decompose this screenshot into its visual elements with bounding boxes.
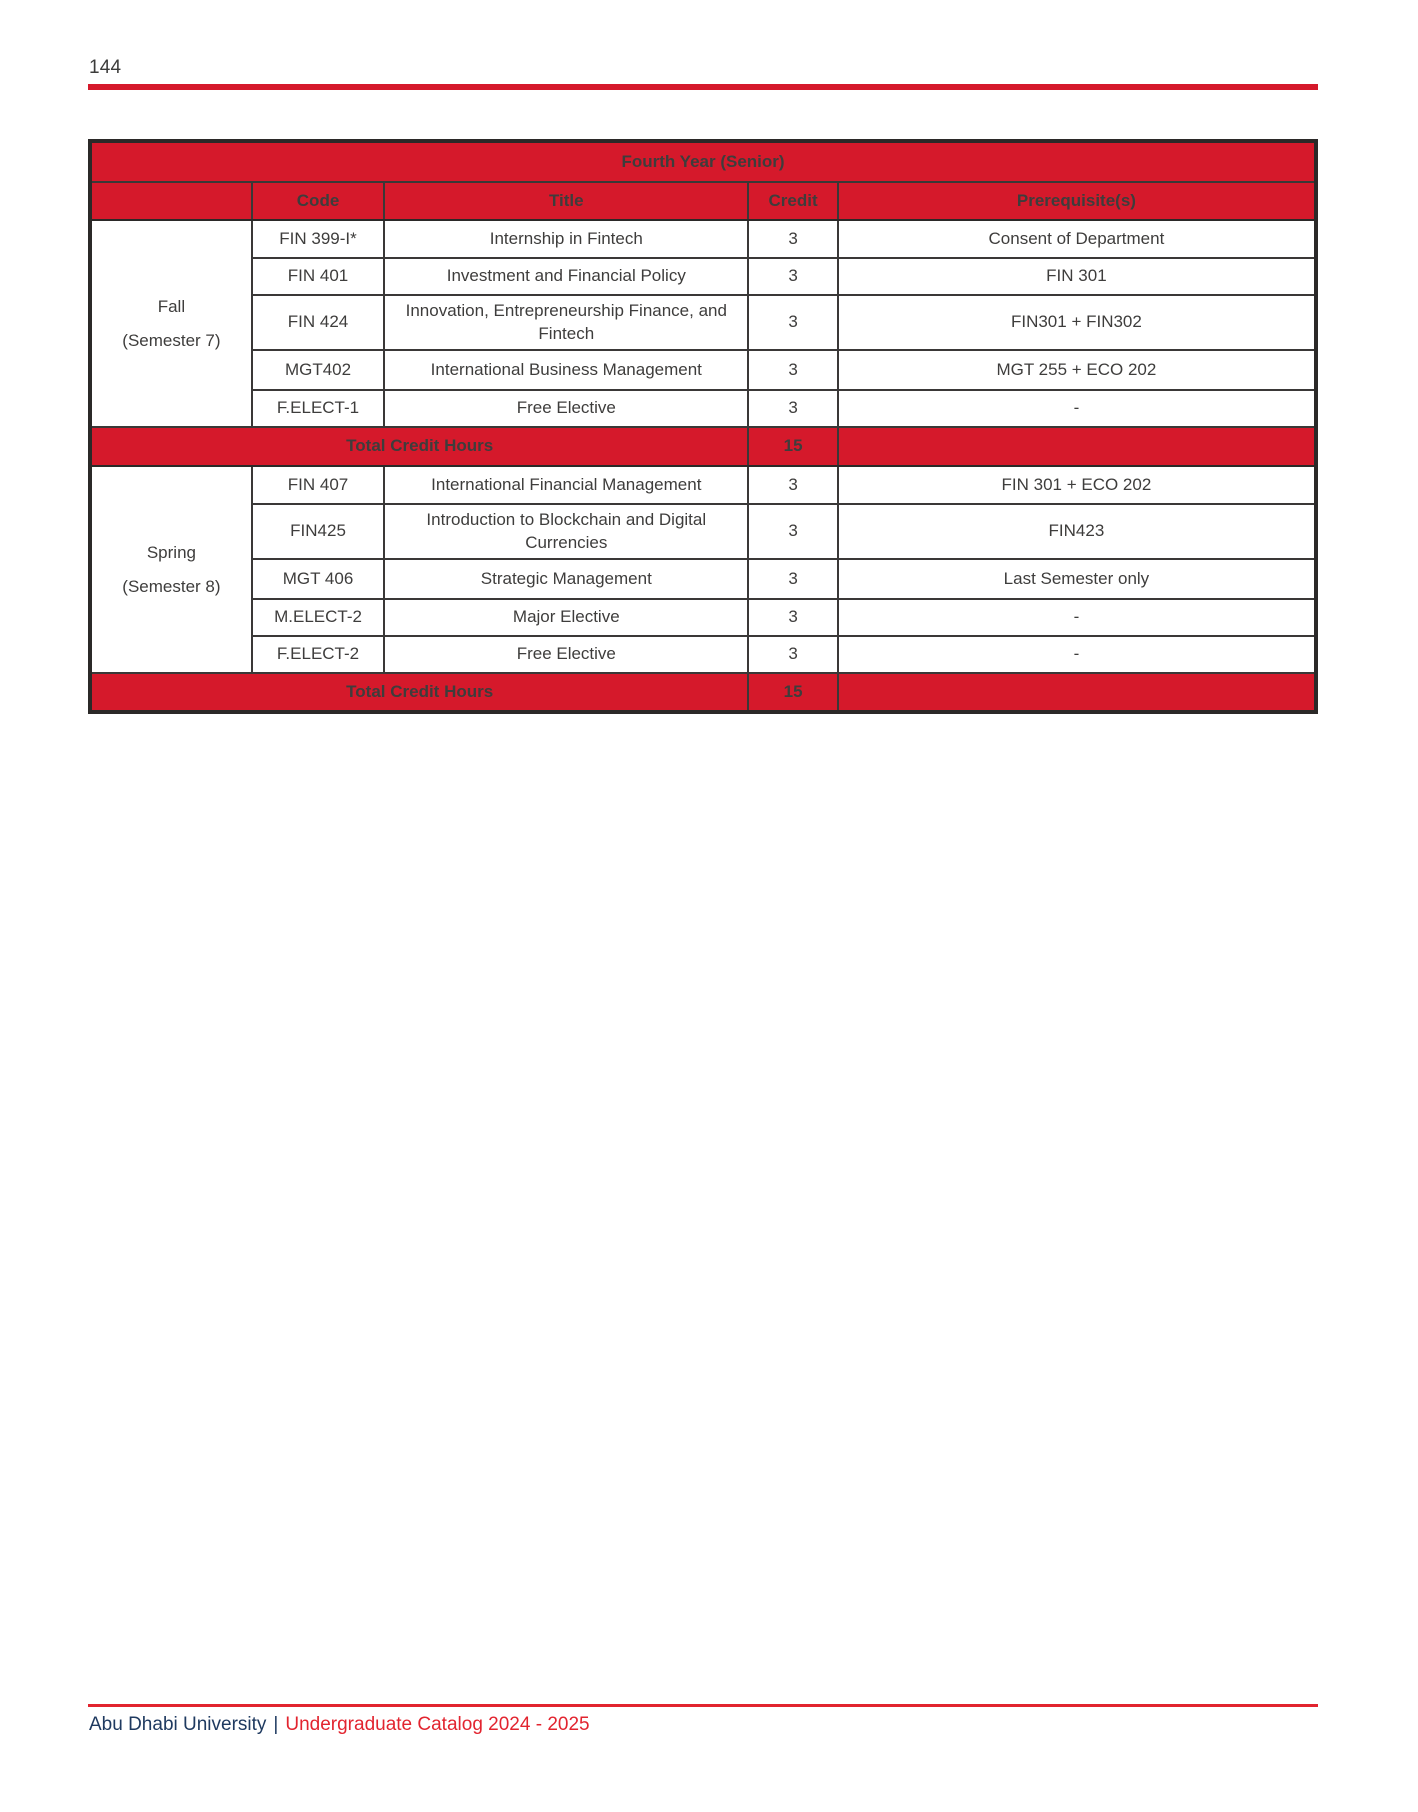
semester-number: (Semester 8) [122,576,221,596]
table-row [90,220,1316,258]
course-credit-cell: 3 [748,220,837,258]
footer-separator: | [273,1714,279,1735]
table-row [90,466,1316,504]
total-row-spring [90,673,1316,712]
course-code-cell: F.ELECT-1 [252,390,384,427]
course-credit-cell: 3 [748,636,837,673]
table-title-row [90,141,1316,182]
semester-cell-spring [90,466,252,673]
course-code-cell: FIN425 [252,504,384,559]
course-title-cell: Introduction to Blockchain and Digital Currencies [384,504,748,559]
course-credit-cell: 3 [748,504,837,559]
total-empty-cell [838,427,1316,466]
header-code: Code [252,182,384,220]
course-title-cell: Free Elective [384,390,748,427]
course-code-cell: FIN 407 [252,466,384,504]
course-code-cell: FIN 401 [252,258,384,295]
course-credit-cell: 3 [748,350,837,390]
table-row [90,390,1316,427]
header-credit: Credit [748,182,837,220]
semester-name: Fall [157,296,186,316]
header-prerequisites: Prerequisite(s) [838,182,1316,220]
top-red-rule [88,84,1318,90]
course-credit-cell: 3 [748,466,837,504]
course-prereq-cell: FIN 301 + ECO 202 [838,466,1316,504]
course-title-cell: Major Elective [384,599,748,636]
page-number: 144 [89,57,122,78]
course-title-cell: International Financial Management [384,466,748,504]
course-table-container [88,139,1318,714]
table-row [90,636,1316,673]
table-row [90,295,1316,350]
semester-number: (Semester 7) [122,330,221,350]
total-row-fall [90,427,1316,466]
total-credit-cell: 15 [748,673,837,712]
course-code-cell: MGT 406 [252,559,384,599]
total-label-cell: Total Credit Hours [90,427,748,466]
course-title-cell: Investment and Financial Policy [384,258,748,295]
footer [89,1714,590,1736]
table-row [90,504,1316,559]
course-title-cell: Internship in Fintech [384,220,748,258]
course-code-cell: MGT402 [252,350,384,390]
table-row [90,350,1316,390]
course-title-cell: Strategic Management [384,559,748,599]
course-prereq-cell: - [838,599,1316,636]
table-title: Fourth Year (Senior) [90,141,1316,182]
course-title-cell: International Business Management [384,350,748,390]
table-row [90,258,1316,295]
course-prereq-cell: Last Semester only [838,559,1316,599]
total-label-cell: Total Credit Hours [90,673,748,712]
course-credit-cell: 3 [748,559,837,599]
table-header-row [90,182,1316,220]
course-credit-cell: 3 [748,599,837,636]
course-code-cell: FIN 424 [252,295,384,350]
course-prereq-cell: FIN 301 [838,258,1316,295]
course-prereq-cell: MGT 255 + ECO 202 [838,350,1316,390]
course-credit-cell: 3 [748,258,837,295]
footer-catalog-title: Undergraduate Catalog 2024 - 2025 [285,1714,590,1735]
course-prereq-cell: Consent of Department [838,220,1316,258]
semester-cell-fall [90,220,252,427]
total-empty-cell [838,673,1316,712]
course-prereq-cell: FIN423 [838,504,1316,559]
semester-name: Spring [146,542,196,562]
footer-red-rule [88,1704,1318,1707]
course-code-cell: M.ELECT-2 [252,599,384,636]
course-prereq-cell: - [838,636,1316,673]
course-title-cell: Innovation, Entrepreneurship Finance, and Fintech [384,295,748,350]
table-row [90,599,1316,636]
course-title-cell: Free Elective [384,636,748,673]
course-prereq-cell: FIN301 + FIN302 [838,295,1316,350]
total-credit-cell: 15 [748,427,837,466]
course-code-cell: FIN 399-I* [252,220,384,258]
table-row [90,559,1316,599]
course-code-cell: F.ELECT-2 [252,636,384,673]
course-table [88,139,1318,714]
header-semester [90,182,252,220]
course-credit-cell: 3 [748,295,837,350]
header-title: Title [384,182,748,220]
course-prereq-cell: - [838,390,1316,427]
footer-institution: Abu Dhabi University [89,1714,267,1735]
course-credit-cell: 3 [748,390,837,427]
